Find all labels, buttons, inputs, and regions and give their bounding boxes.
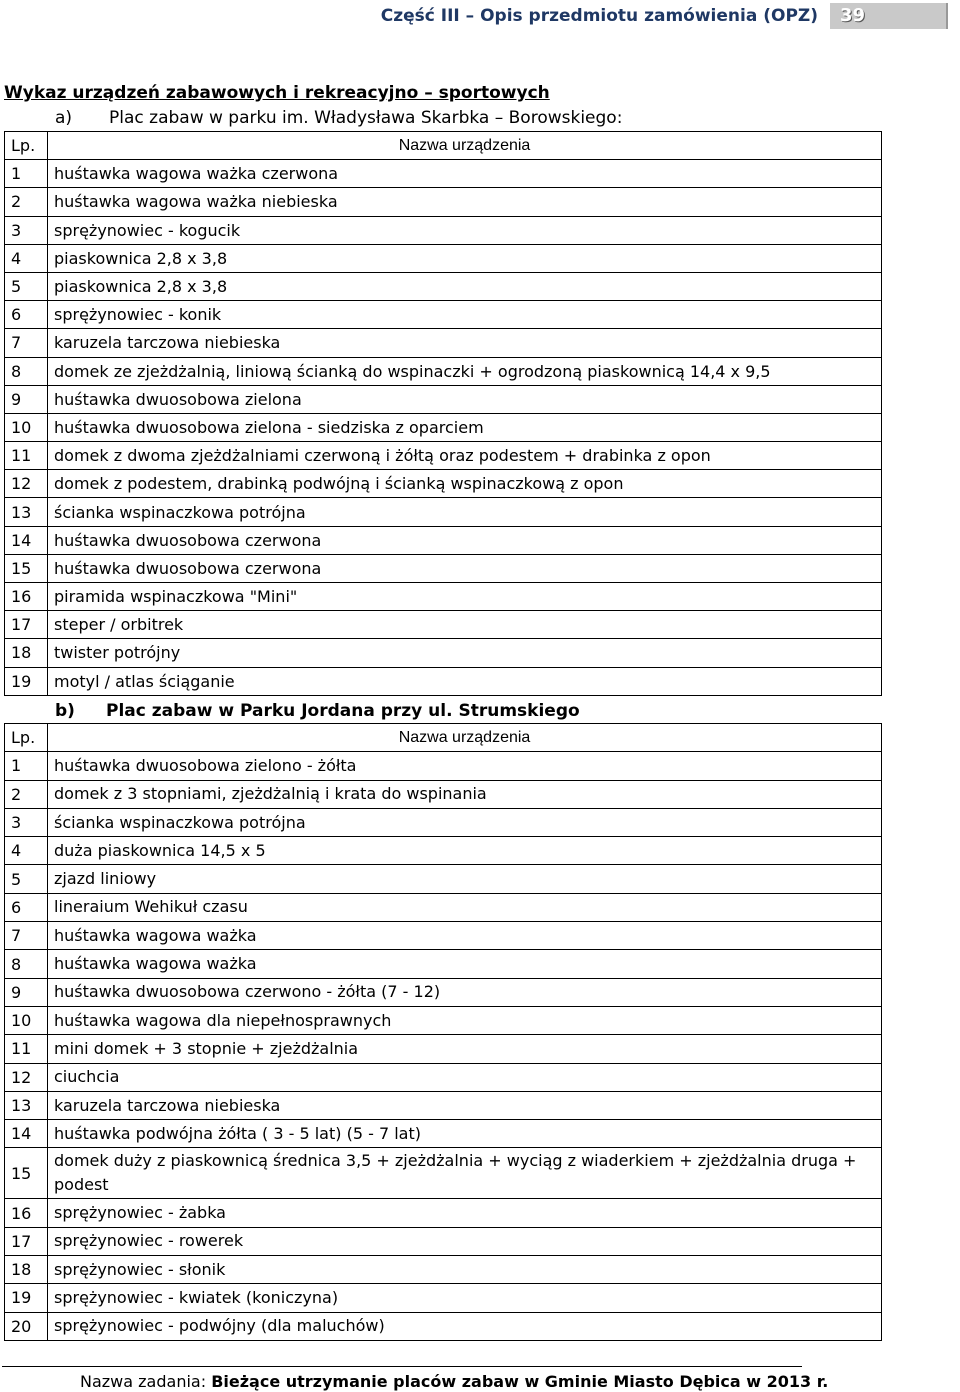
table-row xyxy=(5,780,882,808)
row-name: motyl / atlas ściąganie xyxy=(48,667,882,695)
table-row xyxy=(5,837,882,865)
table-row xyxy=(5,470,882,498)
row-name: huśtawka dwuosobowa zielona - siedziska z oparciem xyxy=(48,413,882,441)
row-lp: 3 xyxy=(5,216,48,244)
footer-task: Bieżące utrzymanie placów zabaw w Gminie Miasto Dębica w 2013 r. xyxy=(211,1372,829,1391)
row-lp: 5 xyxy=(5,865,48,893)
table-row xyxy=(5,442,882,470)
table-row xyxy=(5,216,882,244)
row-name: domek duży z piaskownicą średnica 3,5 + zjeżdżalnia + wyciąg z wiaderkiem + zjeżdżalnia druga + podest xyxy=(48,1148,882,1199)
row-name: steper / orbitrek xyxy=(48,611,882,639)
section-b-heading xyxy=(55,701,580,721)
row-name: sprężynowiec - konik xyxy=(48,301,882,329)
row-name: huśtawka dwuosobowa czerwono - żółta (7 - 12) xyxy=(48,978,882,1006)
row-name: domek z podestem, drabinką podwójną i ścianką wspinaczkową z opon xyxy=(48,470,882,498)
row-name: zjazd liniowy xyxy=(48,865,882,893)
table-row xyxy=(5,1199,882,1227)
row-lp: 9 xyxy=(5,978,48,1006)
row-name: sprężynowiec - żabka xyxy=(48,1199,882,1227)
column-header-lp: Lp. xyxy=(5,724,48,752)
row-lp: 3 xyxy=(5,808,48,836)
row-lp: 15 xyxy=(5,1148,48,1199)
table-row xyxy=(5,583,882,611)
table-row xyxy=(5,893,882,921)
footer-divider xyxy=(2,1366,802,1367)
row-name: sprężynowiec - kwiatek (koniczyna) xyxy=(48,1284,882,1312)
row-name: piramida wspinaczkowa "Mini" xyxy=(48,583,882,611)
section-a-title: Plac zabaw w parku im. Władysława Skarbka – Borowskiego: xyxy=(109,108,623,128)
table-row xyxy=(5,385,882,413)
row-name: huśtawka wagowa ważka xyxy=(48,950,882,978)
row-name: huśtawka dwuosobowa czerwona xyxy=(48,554,882,582)
page-header xyxy=(0,3,960,29)
row-lp: 7 xyxy=(5,329,48,357)
row-lp: 2 xyxy=(5,780,48,808)
column-header-lp: Lp. xyxy=(5,132,48,160)
row-lp: 14 xyxy=(5,1120,48,1148)
row-lp: 9 xyxy=(5,385,48,413)
page-number: 39 xyxy=(840,5,866,26)
row-name: sprężynowiec - słonik xyxy=(48,1256,882,1284)
row-name: ciuchcia xyxy=(48,1063,882,1091)
row-lp: 10 xyxy=(5,1006,48,1034)
row-name: karuzela tarczowa niebieska xyxy=(48,1091,882,1119)
table-row xyxy=(5,1063,882,1091)
row-lp: 16 xyxy=(5,1199,48,1227)
row-lp: 12 xyxy=(5,1063,48,1091)
table-row xyxy=(5,301,882,329)
row-name: duża piaskownica 14,5 x 5 xyxy=(48,837,882,865)
table-header-row xyxy=(5,724,882,752)
row-lp: 4 xyxy=(5,837,48,865)
table-row xyxy=(5,865,882,893)
row-lp: 6 xyxy=(5,301,48,329)
document-title: Wykaz urządzeń zabawowych i rekreacyjno – sportowych xyxy=(4,83,550,103)
header-title: Część III – Opis przedmiotu zamówienia (OPZ) xyxy=(380,6,818,26)
table-row xyxy=(5,922,882,950)
section-a-heading xyxy=(55,108,622,128)
row-name: domek ze zjeżdżalnią, liniową ścianką do wspinaczki + ogrodzoną piaskownicą 14,4 x 9,5 xyxy=(48,357,882,385)
row-lp: 5 xyxy=(5,272,48,300)
row-name: sprężynowiec - podwójny (dla maluchów) xyxy=(48,1312,882,1340)
row-name: huśtawka wagowa ważka czerwona xyxy=(48,160,882,188)
row-name: ścianka wspinaczkowa potrójna xyxy=(48,808,882,836)
row-name: piaskownica 2,8 x 3,8 xyxy=(48,272,882,300)
section-a-letter: a) xyxy=(55,108,73,128)
row-name: huśtawka wagowa ważka niebieska xyxy=(48,188,882,216)
table-row xyxy=(5,667,882,695)
table-row xyxy=(5,808,882,836)
table-header-row xyxy=(5,132,882,160)
page-footer xyxy=(80,1372,828,1391)
table-row xyxy=(5,1284,882,1312)
row-name: mini domek + 3 stopnie + zjeżdżalnia xyxy=(48,1035,882,1063)
table-row xyxy=(5,357,882,385)
equipment-table-a xyxy=(4,131,882,696)
table-row xyxy=(5,498,882,526)
footer-label: Nazwa zadania: xyxy=(80,1372,207,1391)
table-row xyxy=(5,1091,882,1119)
row-lp: 10 xyxy=(5,413,48,441)
row-lp: 7 xyxy=(5,922,48,950)
row-name: huśtawka dwuosobowa czerwona xyxy=(48,526,882,554)
section-b-letter: b) xyxy=(55,701,75,721)
table-row xyxy=(5,1227,882,1255)
row-name: karuzela tarczowa niebieska xyxy=(48,329,882,357)
row-name: huśtawka dwuosobowa zielona xyxy=(48,385,882,413)
row-lp: 1 xyxy=(5,752,48,780)
row-lp: 6 xyxy=(5,893,48,921)
row-lp: 8 xyxy=(5,950,48,978)
row-lp: 15 xyxy=(5,554,48,582)
table-row xyxy=(5,244,882,272)
row-lp: 18 xyxy=(5,639,48,667)
row-name: huśtawka wagowa ważka xyxy=(48,922,882,950)
row-lp: 14 xyxy=(5,526,48,554)
row-lp: 17 xyxy=(5,611,48,639)
table-row xyxy=(5,611,882,639)
row-name: lineraium Wehikuł czasu xyxy=(48,893,882,921)
table-row xyxy=(5,188,882,216)
row-lp: 2 xyxy=(5,188,48,216)
row-name: sprężynowiec - kogucik xyxy=(48,216,882,244)
table-row xyxy=(5,1120,882,1148)
row-name: huśtawka wagowa dla niepełnosprawnych xyxy=(48,1006,882,1034)
table-row xyxy=(5,950,882,978)
row-name: piaskownica 2,8 x 3,8 xyxy=(48,244,882,272)
table-row xyxy=(5,1312,882,1340)
row-name: sprężynowiec - rowerek xyxy=(48,1227,882,1255)
row-lp: 1 xyxy=(5,160,48,188)
row-lp: 20 xyxy=(5,1312,48,1340)
section-b-title: Plac zabaw w Parku Jordana przy ul. Strumskiego xyxy=(106,701,580,721)
row-name: domek z dwoma zjeżdżalniami czerwoną i żółtą oraz podestem + drabinka z opon xyxy=(48,442,882,470)
table-row xyxy=(5,639,882,667)
row-lp: 19 xyxy=(5,1284,48,1312)
table-row xyxy=(5,1006,882,1034)
table-row xyxy=(5,1035,882,1063)
row-lp: 4 xyxy=(5,244,48,272)
row-lp: 19 xyxy=(5,667,48,695)
column-header-name: Nazwa urządzenia xyxy=(48,132,882,160)
row-name: ścianka wspinaczkowa potrójna xyxy=(48,498,882,526)
row-name: twister potrójny xyxy=(48,639,882,667)
table-row xyxy=(5,1148,882,1199)
table-row xyxy=(5,526,882,554)
table-row xyxy=(5,1256,882,1284)
row-lp: 11 xyxy=(5,1035,48,1063)
row-lp: 16 xyxy=(5,583,48,611)
page-number-box xyxy=(830,3,948,29)
table-row xyxy=(5,160,882,188)
column-header-name: Nazwa urządzenia xyxy=(48,724,882,752)
table-row xyxy=(5,413,882,441)
row-lp: 12 xyxy=(5,470,48,498)
row-lp: 18 xyxy=(5,1256,48,1284)
row-name: huśtawka podwójna żółta ( 3 - 5 lat) (5 - 7 lat) xyxy=(48,1120,882,1148)
equipment-table-b xyxy=(4,723,882,1341)
table-row xyxy=(5,272,882,300)
row-name: domek z 3 stopniami, zjeżdżalnią i krata do wspinania xyxy=(48,780,882,808)
row-lp: 8 xyxy=(5,357,48,385)
row-name: huśtawka dwuosobowa zielono - żółta xyxy=(48,752,882,780)
row-lp: 11 xyxy=(5,442,48,470)
table-row xyxy=(5,752,882,780)
table-row xyxy=(5,554,882,582)
table-row xyxy=(5,329,882,357)
row-lp: 13 xyxy=(5,1091,48,1119)
row-lp: 17 xyxy=(5,1227,48,1255)
row-lp: 13 xyxy=(5,498,48,526)
table-row xyxy=(5,978,882,1006)
